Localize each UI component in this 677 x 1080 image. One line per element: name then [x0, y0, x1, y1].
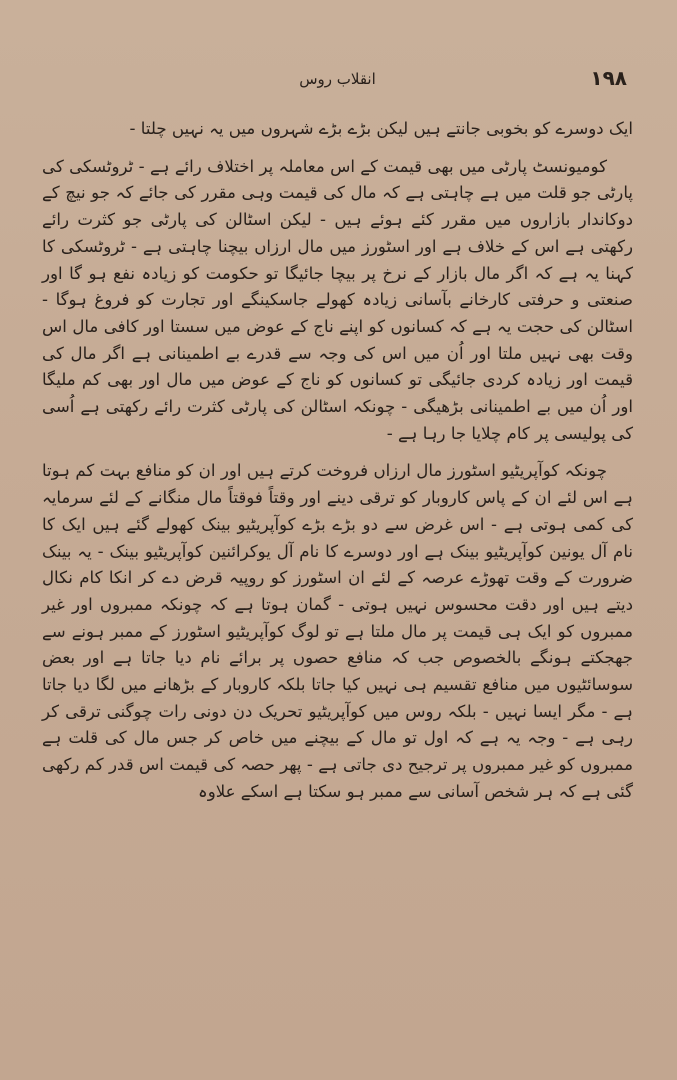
- page-header: [42, 66, 633, 96]
- page-number: ۱۹۸: [590, 66, 627, 90]
- paragraph: ایک دوسرے کو بخوبی جانتے ہیں لیکن بڑے بڑے شہروں میں یہ نہیں چلتا -: [129, 119, 633, 138]
- body-text: [42, 116, 633, 806]
- paragraph: چونکہ کوآپریٹیو اسٹورز مال ارزاں فروخت کرتے ہیں اور ان کو منافع بہت کم ہوتا ہے اس لئے ان کے پاس کاروبار کو ترقی دینے اور وقتاً فوقتاً مال منگانے کے لئے سرمایہ کی کمی ہوتی ہے - اس غرض سے دو بڑے بڑے کوآپریٹیو بینک کھولے گئے ہیں ایک کا نام آل یونین کوآپریٹیو بینک ہے اور دوسرے کا نام آل یوکرائنین کوآپریٹیو بینک - یہ بینک ضرورت کے وقت تھوڑے عرصہ کے لئے ان اسٹورز کو روپیہ قرض دے کر انکا کام نکال دیتے ہیں اور دقت محسوس نہیں ہوتی - گمان ہوتا ہے کہ چونکہ ممبروں اور غیر ممبروں کو ایک ہی قیمت پر مال ملتا ہے تو لوگ کوآپریٹیو اسٹورز کے ممبر ہونے سے جھجکتے ہونگے بالخصوص جب کہ منافع حصوں پر برائے نام دیا جاتا ہے اور بعض سوسائٹیوں میں منافع تقسیم ہی نہیں کیا جاتا بلکہ کاروبار کے بڑھانے میں لگا دیا جاتا ہے - مگر ایسا نہیں - بلکہ روس میں کوآپریٹیو تحریک دن دونی رات چوگنی ترقی کر رہی ہے - وجہ یہ ہے کہ اول تو مال کے بیچنے میں خاص کر جس مال کی قلت ہے ممبروں کو غیر ممبروں پر ترجیح دی جاتی ہے - پھر حصہ کی قیمت اس قدر کم رکھی گئی ہے کہ ہر شخص آسانی سے ممبر ہو سکتا ہے اسکے علاوہ: [42, 461, 633, 801]
- paragraph: کومیونسٹ پارٹی میں بھی قیمت کے اس معاملہ پر اختلاف رائے ہے - ٹروٹسکی کی پارٹی جو قلت میں ہے چاہتی ہے کہ مال کی قیمت وہی مقرر کی جائے کہ جو نیچ کے دوکاندار بازاروں میں مقرر کئے ہوئے ہیں - لیکن اسٹالن کی پارٹی جو کثرت رائے رکھتی ہے اس کے خلاف ہے اور اسٹورز میں مال ارزاں بیچنا چاہتی ہے - ٹروٹسکی کا کہنا یہ ہے کہ اگر مال بازار کے نرخ پر بیچا جائیگا تو حکومت کو زیادہ نفع ہو گا اور صنعتی و حرفتی کارخانے بآسانی زیادہ کھولے جاسکینگے اور تجارت کو فروغ ہوگا - اسٹالن کی حجت یہ ہے کہ کسانوں کو اپنے ناج کے عوض میں سستا اور کافی مال اس وقت بھی نہیں ملتا اور اُن میں اس کی وجہ سے قدرے بے اطمینانی ہے اگر مال کی قیمت اور زیادہ کردی جائیگی تو کسانوں کو ناج کے عوض میں مال اور بھی کم ملیگا اور اُن میں بے اطمینانی بڑھیگی - چونکہ اسٹالن کی پارٹی کثرت رائے رکھتی ہے اُسی کی پولیسی پر کام چلایا جا رہا ہے -: [42, 156, 633, 443]
- running-title: انقلاب روس: [299, 70, 376, 88]
